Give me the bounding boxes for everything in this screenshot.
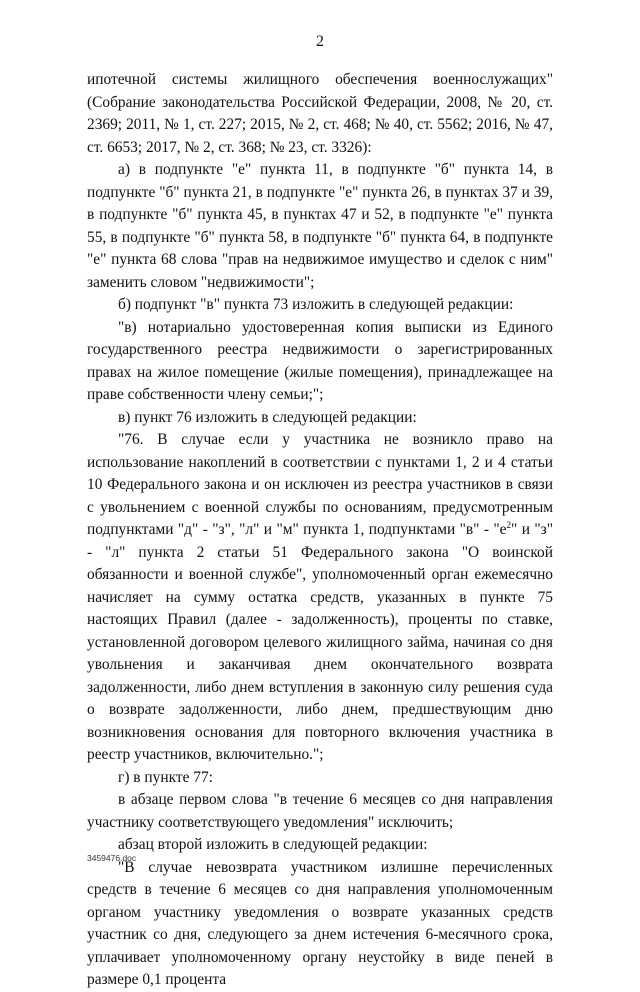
paragraph: г) в пункте 77:	[118, 768, 213, 786]
paragraph: б) подпункт "в" пункта 73 изложить в следующей редакции:	[118, 296, 514, 313]
paragraph-text: "76. В случае если у участника не возникло право на использование накоплений в соответствии с пунктами 1, 2 и 4 статьи 10 Федерального закона и он исключен из реестра участников в связи с увольнением с военной службы по основаниям, предусмотренным подпунктами "д" - "з", "л" и "м" пункта 1, подпунктами "в" - "е	[87, 431, 553, 538]
paragraph: в абзаце первом слова "в течение 6 месяцев со дня направления участнику соответствующего уведомления" исключить;	[87, 791, 553, 831]
paragraph: в) пункт 76 изложить в следующей редакции:	[118, 408, 417, 426]
superscript: 2	[506, 519, 511, 530]
paragraph-text: " и "з" - "л" пункта 2 статьи 51 Федерального закона "О воинской обязанности и военной службе", уполномоченный орган ежемесячно начисляет на сумму остатка средств, указанных в пункте 75 настоящих Правил (далее - задолженность), проценты по ставке, установленной договором целевого жилищного займа, начиная со дня увольнения и заканчивая днем окончательного возврата задолженности, либо днем вступления в законную силу решения суда о возврате задолженности, либо днем, предшествующим дню возникновения основания для повторного включения участника в реестр участников, включительно.";	[87, 521, 553, 763]
document-filename: 3459476.doc	[87, 853, 137, 863]
paragraph	[87, 429, 553, 767]
paragraph: "в) нотариально удостоверенная копия выписки из Единого государственного реестра недвижимости о зарегистрированных правах на жилое помещение (жилые помещения), принадлежащее на праве собственности члену семьи;";	[87, 318, 553, 403]
paragraph: ипотечной системы жилищного обеспечения военнослужащих" (Собрание законодательства Российской Федерации, 2008, № 20, ст. 2369; 2011, № 1, ст. 227; 2015, № 2, ст. 468; № 40, ст. 5562; 2016, № 47, ст. 6653; 2017, № 2, ст. 368; № 23, ст. 3326):	[87, 71, 553, 156]
paragraph: абзац второй изложить в следующей редакции:	[118, 836, 428, 853]
paragraph: "В случае невозврата участником излишне перечисленных средств в течение 6 месяцев со дня направления уполномоченным органом участнику уведомления о возврате указанных средств участник со дня, следующего за днем истечения 6-месячного срока, уплачивает уполномоченному органу неустойку в виде пеней в размере 0,1 процента	[87, 858, 553, 988]
document-body	[87, 69, 553, 992]
paragraph: а) в подпункте "е" пункта 11, в подпункте "б" пункта 14, в подпункте "б" пункта 21, в подпункте "е" пункта 26, в пунктах 37 и 39, в подпункте "б" пункта 45, в пунктах 47 и 52, в подпункте "е" пункта 55, в подпункте "б" пункта 58, в подпункте "б" пункта 64, в подпункте "е" пункта 68 слова "прав на недвижимое имущество и сделок с ним" заменить словом "недвижимости";	[87, 161, 553, 291]
page-number: 2	[316, 33, 324, 50]
